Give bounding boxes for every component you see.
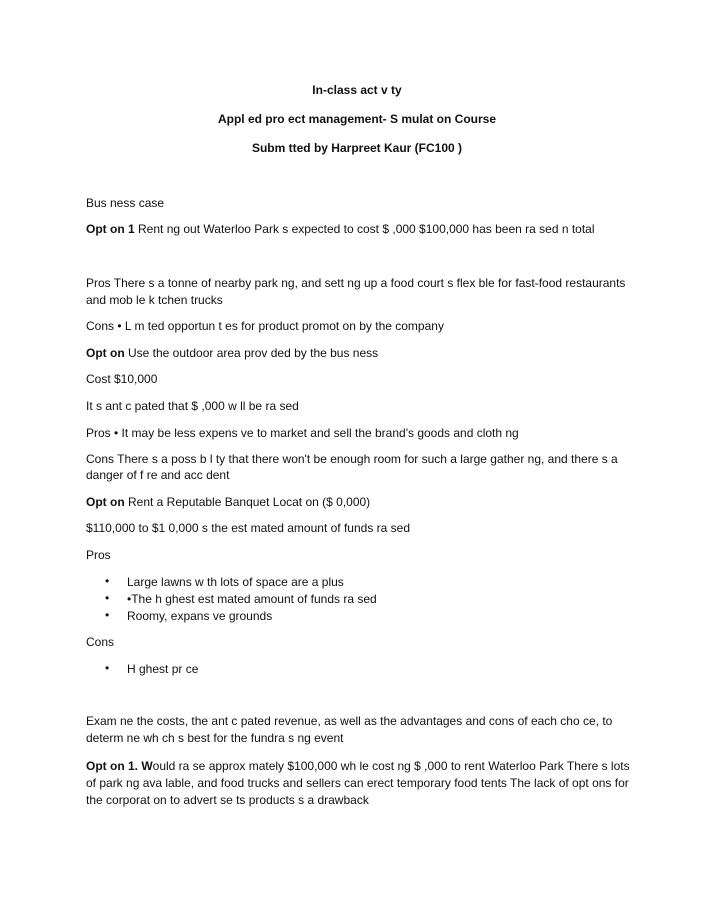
examine-line-1: Exam ne the costs, the ant c pated revenue, as well as the advantages and cons of each cho ce, to	[86, 714, 613, 728]
list-item: H ghest pr ce	[127, 662, 199, 676]
option-2-cost: Cost $10,000	[86, 372, 158, 386]
option-2-line	[86, 345, 378, 362]
conclusion-label: Opt on 1. W	[86, 759, 153, 773]
submitted-by-line: Subm tted by Harpreet Kaur (FC100 )	[251, 141, 463, 155]
option-2-text: Use the outdoor area prov ded by the bus ness	[124, 346, 379, 360]
bullet-icon: •	[105, 574, 110, 588]
option-3-pros-label: Pros	[86, 548, 111, 562]
option-3-cons-label: Cons	[86, 635, 115, 649]
option-1-cons: Cons • L m ted opportun t es for product promot on by the company	[86, 319, 444, 333]
examine-line-2: determ ne wh ch s best for the fundra s ng event	[86, 731, 344, 745]
list-item: Large lawns w th lots of space are a plus	[127, 575, 344, 589]
bullet-icon: •	[105, 608, 110, 622]
document-title: In-class act v ty	[312, 83, 402, 97]
document-subtitle: Appl ed pro ect management- S mulat on Course	[217, 112, 497, 126]
bullet-icon: •	[105, 661, 110, 675]
option-2-label: Opt on	[86, 346, 125, 360]
section-heading: Bus ness case	[86, 196, 165, 210]
list-item: •The h ghest est mated amount of funds ra sed	[127, 592, 377, 606]
option-3-estimate: $110,000 to $1 0,000 s the est mated amount of funds ra sed	[86, 521, 410, 535]
option-1-pros-line-2: and mob le k tchen trucks	[86, 293, 223, 307]
option-2-pros: Pros • It may be less expens ve to market and sell the brand's goods and cloth ng	[86, 426, 519, 440]
conclusion-line-2: of park ng ava lable, and food trucks and sellers can erect temporary food tents The lack of opt ons for	[86, 776, 629, 790]
option-1-label: Opt on 1	[86, 222, 135, 236]
conclusion-text: ould ra se approx mately $100,000 wh le cost ng $ ,000 to rent Waterloo Park There s lots	[152, 759, 630, 773]
conclusion-line-3: the corporat on to advert se ts products s a drawback	[86, 793, 369, 807]
option-3-label: Opt on	[86, 495, 125, 509]
option-2-cons-line-1: Cons There s a poss b l ty that there won't be enough room for such a large gather ng, and there s a	[86, 452, 618, 466]
bullet-icon: •	[105, 591, 110, 605]
option-1-text: Rent ng out Waterloo Park s expected to cost $ ,000 $100,000 has been ra sed n total	[134, 222, 595, 236]
option-2-anticipated: It s ant c pated that $ ,000 w ll be ra sed	[86, 399, 299, 413]
list-item: Roomy, expans ve grounds	[127, 609, 273, 623]
conclusion-line-1	[86, 758, 630, 775]
option-2-cons-line-2: danger of f re and acc dent	[86, 468, 230, 482]
option-3-text: Rent a Reputable Banquet Locat on ($ 0,000)	[124, 495, 371, 509]
option-1-line	[86, 221, 595, 238]
option-1-pros-line-1: Pros There s a tonne of nearby park ng, and sett ng up a food court s flex ble for fast-food restaurants	[86, 276, 626, 290]
option-3-line	[86, 494, 370, 511]
